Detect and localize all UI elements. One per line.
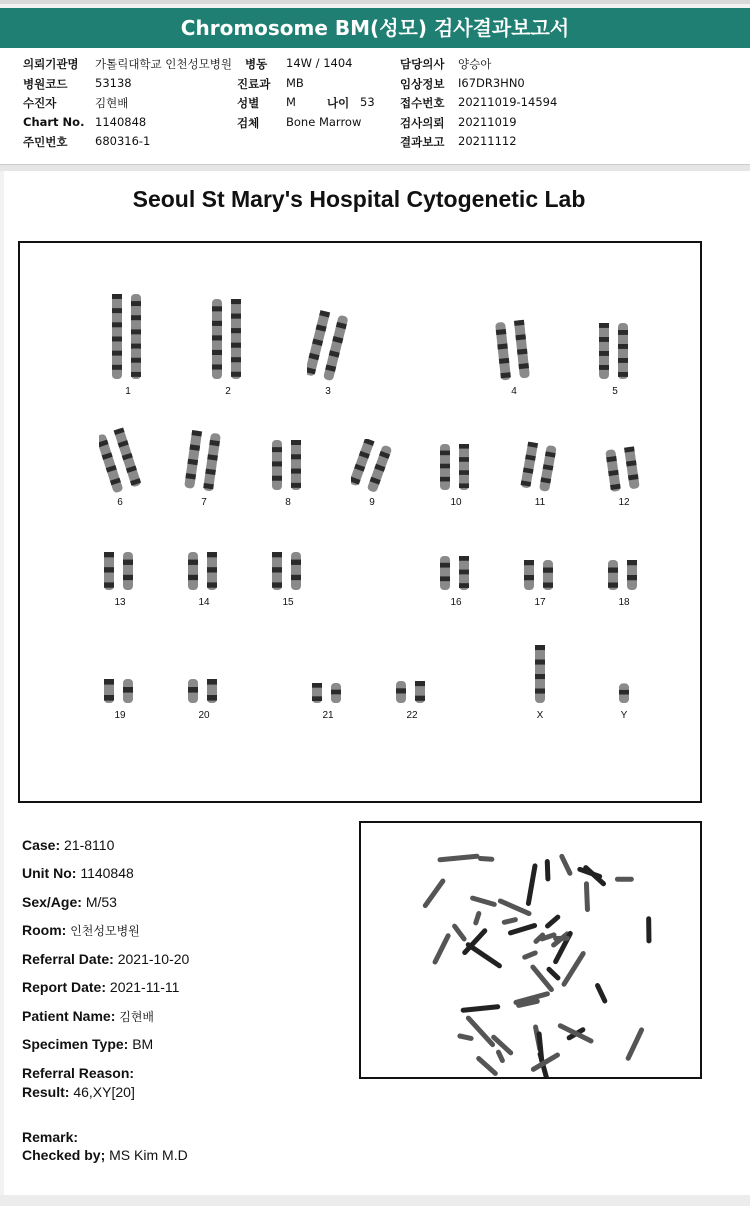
chromosome-3 xyxy=(307,310,349,382)
karyogram-panel xyxy=(18,241,702,803)
report-date-label: Report Date: xyxy=(22,979,107,995)
chromosome-label-7: 7 xyxy=(201,497,207,508)
room-row xyxy=(22,922,140,939)
room-value: 인천성모병원 xyxy=(70,924,140,938)
chromosome-label-3: 3 xyxy=(325,386,331,397)
chromosome-label-5: 5 xyxy=(612,386,618,397)
result-row xyxy=(22,1084,135,1100)
unit-no-label: Unit No: xyxy=(22,865,77,881)
meta-value-department: MB xyxy=(286,76,304,90)
meta-value-institution: 가톨릭대학교 인천성모병원 xyxy=(95,57,232,71)
spread-chromosome xyxy=(470,895,498,907)
checked-by-row xyxy=(22,1147,188,1163)
meta-value-request-date: 20211019 xyxy=(458,115,517,129)
spread-chromosome xyxy=(521,950,538,961)
chromosome-label-6: 6 xyxy=(117,497,123,508)
case-row xyxy=(22,837,114,853)
chromosome-label-19: 19 xyxy=(114,710,126,721)
meta-value-ward: 14W / 1404 xyxy=(286,56,353,70)
chromosome-7 xyxy=(183,429,225,493)
chromosome-13 xyxy=(99,549,141,593)
spread-chromosome xyxy=(594,982,608,1004)
spread-chromosome xyxy=(451,923,468,943)
spread-chromosome xyxy=(625,1027,645,1062)
meta-value-accession-no: 20211019-14594 xyxy=(458,95,558,109)
bottom-border xyxy=(0,1195,750,1206)
chromosome-6 xyxy=(99,427,141,493)
meta-label-ward: 병동 xyxy=(245,57,268,71)
result-value: 46,XY[20] xyxy=(73,1084,135,1100)
patient-name-row xyxy=(22,1008,154,1025)
chromosome-10 xyxy=(435,441,477,493)
result-label: Result: xyxy=(22,1084,70,1100)
chromosome-17 xyxy=(519,557,561,593)
case-label: Case: xyxy=(22,837,61,853)
chromosome-X xyxy=(528,642,552,706)
chromosome-label-2: 2 xyxy=(225,386,231,397)
metaphase-spread-graphic xyxy=(361,823,700,1077)
chromosome-label-20: 20 xyxy=(198,710,210,721)
meta-label-request-date: 검사의뢰 xyxy=(400,116,445,130)
meta-value-sex: M xyxy=(286,95,296,109)
remark-row xyxy=(22,1129,78,1145)
chromosome-label-18: 18 xyxy=(618,597,630,608)
spread-chromosome xyxy=(432,932,452,965)
chromosome-12 xyxy=(603,445,645,493)
chromosome-4 xyxy=(493,318,535,382)
chromosome-Y xyxy=(612,672,636,706)
lab-title: Seoul St Mary's Hospital Cytogenetic Lab xyxy=(132,186,586,212)
meta-label-accession-no: 접수번호 xyxy=(400,96,445,110)
chromosome-label-11: 11 xyxy=(534,497,546,508)
spread-chromosome xyxy=(584,881,590,912)
report-date-row xyxy=(22,979,179,995)
meta-value-hospital-code: 53138 xyxy=(95,76,132,90)
room-label: Room: xyxy=(22,922,67,938)
checked-by-label: Checked by; xyxy=(22,1147,106,1163)
meta-value-resident-no: 680316-1 xyxy=(95,134,151,148)
meta-value-clinical-info: I67DR3HN0 xyxy=(458,76,525,90)
specimen-type-row xyxy=(22,1036,153,1052)
meta-value-chart-no: 1140848 xyxy=(95,115,147,129)
meta-value-report-date: 20211112 xyxy=(458,134,517,148)
unit-no-row xyxy=(22,865,134,881)
referral-date-value: 2021-10-20 xyxy=(117,951,190,967)
spread-chromosome xyxy=(507,922,537,936)
meta-label-resident-no: 주민번호 xyxy=(23,135,68,149)
chromosome-label-13: 13 xyxy=(114,597,126,608)
chromosome-label-4: 4 xyxy=(511,386,517,397)
meta-label-institution: 의뢰기관명 xyxy=(23,57,79,71)
spread-chromosome xyxy=(437,854,479,863)
report-date-value: 2021-11-11 xyxy=(109,979,180,995)
meta-label-physician: 담당의사 xyxy=(400,57,445,71)
spread-chromosome xyxy=(557,1022,594,1044)
meta-value-specimen: Bone Marrow xyxy=(286,115,362,129)
spread-chromosome xyxy=(501,917,518,926)
chromosome-8 xyxy=(267,437,309,493)
meta-label-clinical-info: 임상정보 xyxy=(400,77,445,91)
chromosome-label-12: 12 xyxy=(618,497,630,508)
meta-label-chart-no: Chart No. xyxy=(23,115,85,129)
spread-chromosome xyxy=(615,877,634,882)
chromosome-label-1: 1 xyxy=(125,386,131,397)
spread-chromosome xyxy=(465,1015,496,1049)
sex-age-value: M/53 xyxy=(85,894,117,910)
chromosome-21 xyxy=(307,680,349,706)
spread-chromosome xyxy=(544,914,561,930)
referral-date-label: Referral Date: xyxy=(22,951,114,967)
remark-label: Remark: xyxy=(22,1129,79,1145)
chromosome-label-21: 21 xyxy=(322,710,334,721)
chromosome-label-X: X xyxy=(536,710,544,721)
spread-chromosome xyxy=(475,1055,499,1077)
referral-reason-label: Referral Reason: xyxy=(22,1065,135,1081)
chromosome-1 xyxy=(107,291,149,382)
chromosome-label-14: 14 xyxy=(198,597,210,608)
chromosome-19 xyxy=(99,676,141,706)
spread-chromosome xyxy=(545,859,551,882)
chromosome-label-17: 17 xyxy=(534,597,546,608)
spread-chromosome xyxy=(561,950,587,988)
referral-reason-row xyxy=(22,1065,134,1081)
chromosome-label-Y: Y xyxy=(620,710,628,721)
meta-value-patient: 김현배 xyxy=(95,96,129,110)
chromosome-18 xyxy=(603,557,645,593)
chromosome-label-9: 9 xyxy=(369,497,375,508)
specimen-type-value: BM xyxy=(132,1036,154,1052)
spread-chromosome xyxy=(473,910,482,926)
spread-chromosome xyxy=(545,966,561,982)
meta-label-sex: 성별 xyxy=(237,96,260,110)
chromosome-label-8: 8 xyxy=(285,497,291,508)
metaphase-spread-image xyxy=(359,821,702,1079)
spread-chromosome xyxy=(422,878,447,910)
spread-chromosome xyxy=(478,856,495,862)
report-document xyxy=(4,171,750,1195)
chromosome-15 xyxy=(267,549,309,593)
chromosome-label-22: 22 xyxy=(406,710,418,721)
unit-no-value: 1140848 xyxy=(80,865,134,881)
spread-chromosome xyxy=(526,863,538,906)
meta-value-physician: 양승아 xyxy=(458,57,492,71)
chromosome-22 xyxy=(391,678,433,706)
specimen-type-label: Specimen Type: xyxy=(22,1036,129,1052)
spread-chromosome xyxy=(457,1033,474,1041)
checked-by-value: MS Kim M.D xyxy=(109,1147,188,1163)
sex-age-label: Sex/Age: xyxy=(22,894,82,910)
spread-chromosome xyxy=(460,1004,500,1013)
meta-label-department: 진료과 xyxy=(237,77,271,91)
chromosome-2 xyxy=(207,296,249,382)
chromosome-20 xyxy=(183,676,225,706)
chromosome-16 xyxy=(435,553,477,593)
patient-name-value: 김현배 xyxy=(119,1010,155,1024)
meta-label-hospital-code: 병원코드 xyxy=(23,77,68,91)
spread-chromosome xyxy=(646,916,651,943)
meta-label-report-date: 결과보고 xyxy=(400,135,445,149)
chromosome-11 xyxy=(519,441,561,493)
sex-age-row xyxy=(22,894,117,910)
chromosome-5 xyxy=(594,320,636,382)
meta-label-age: 나이 xyxy=(327,96,350,110)
meta-label-patient: 수진자 xyxy=(23,96,57,110)
referral-date-row xyxy=(22,951,189,967)
top-border xyxy=(0,0,750,4)
chromosome-9 xyxy=(351,439,393,493)
patient-name-label: Patient Name: xyxy=(22,1008,116,1024)
report-title: Chromosome BM(성모) 검사결과보고서 xyxy=(0,8,750,48)
chromosome-14 xyxy=(183,549,225,593)
patient-meta-panel xyxy=(0,48,750,165)
chromosome-label-15: 15 xyxy=(282,597,294,608)
spread-chromosome xyxy=(495,1049,506,1064)
chromosome-label-16: 16 xyxy=(450,597,462,608)
meta-label-specimen: 검체 xyxy=(237,116,260,130)
spread-chromosome xyxy=(558,853,573,877)
case-value: 21-8110 xyxy=(64,837,115,853)
chromosome-label-10: 10 xyxy=(450,497,462,508)
meta-value-age: 53 xyxy=(360,95,375,109)
